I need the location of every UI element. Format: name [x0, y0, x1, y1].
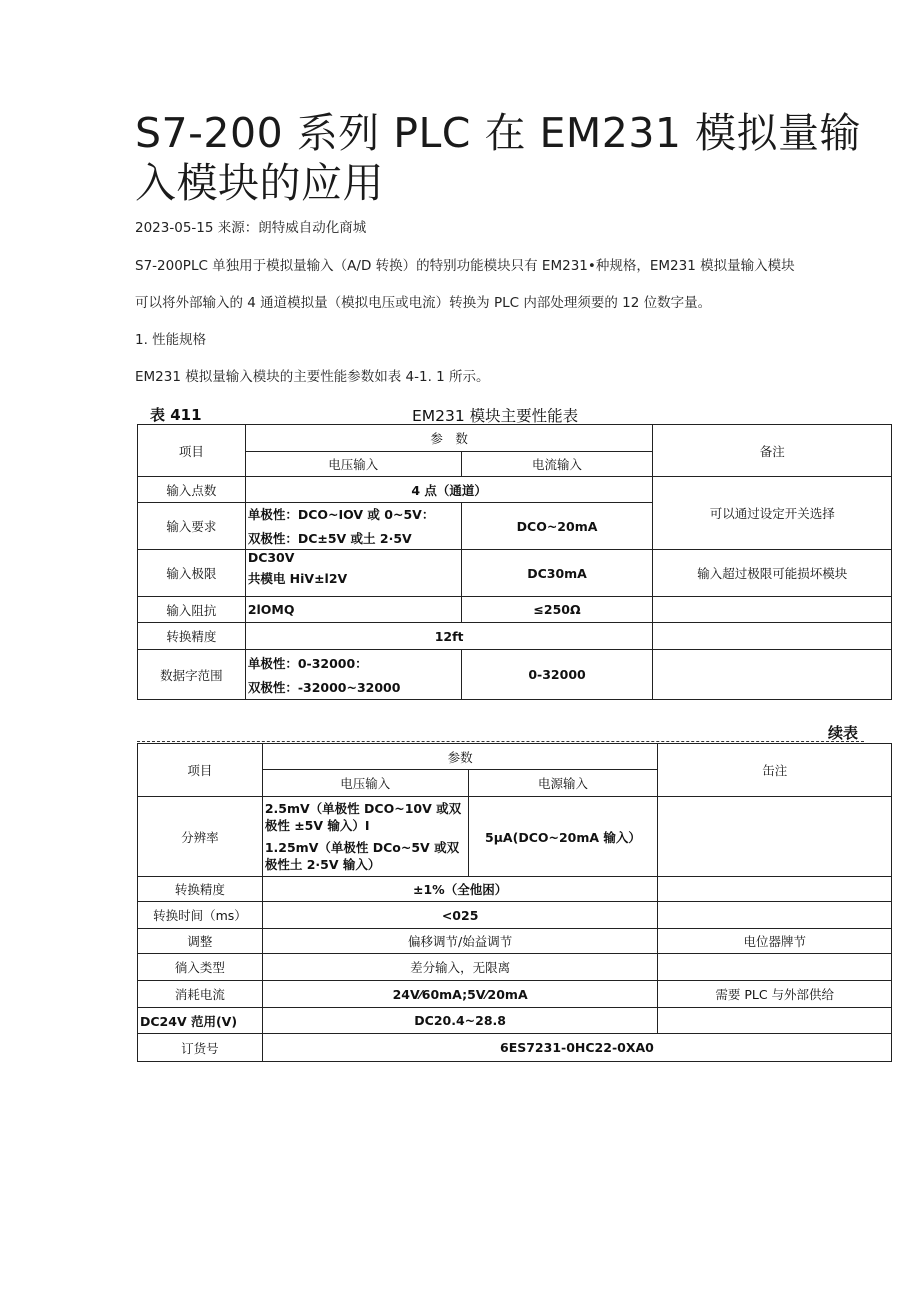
t2-row-current-consumption-value: 24V⁄60mA;5V⁄20mA: [262, 981, 658, 1008]
t2-header-voltage: 电压输入: [262, 770, 468, 797]
row-impedance-current: ≤250Ω: [461, 597, 653, 623]
continued-table: [137, 743, 892, 1062]
t2-row-conv-time-value: <025: [262, 902, 658, 929]
row-data-range-label: 数据字范围: [138, 650, 246, 700]
page-title: S7-200 系列 PLC 在 EM231 模拟量输入模块的应用: [135, 109, 862, 207]
row-impedance-label: 输入阻抗: [138, 597, 246, 623]
t2-row-conv-time-label: 转换时间（ms）: [138, 902, 263, 929]
row-data-range-current: 0-32000: [461, 650, 653, 700]
row-input-req-voltage: [245, 503, 461, 550]
table1-caption-number: 表 411: [150, 406, 202, 424]
t2-row-adjust-label: 调整: [138, 929, 263, 954]
row-data-range-voltage-line1: 单极性：0-32000：: [247, 655, 368, 671]
row-accuracy-label: 转换精度: [138, 623, 246, 650]
intro-paragraph-line-2: 可以将外部输入的 4 通道模拟量（模拟电压或电流）转换为 PLC 内部处理须要的 12 位数字量。: [135, 295, 712, 311]
t2-header-power: 电源输入: [468, 770, 658, 797]
row-input-limit-current: DC30mA: [461, 550, 653, 597]
t2-row-resolution-label: 分辨率: [138, 797, 263, 877]
t2-row-dc24v-value: DC20.4~28.8: [262, 1008, 658, 1034]
header-note: 备注: [653, 425, 892, 477]
t2-row-resolution-note: [658, 797, 892, 877]
intro-paragraph-line-1: S7-200PLC 单独用于模拟量输入（A/D 转换）的特别功能模块只有 EM231•种规格，EM231 模拟量输入模块: [135, 258, 795, 274]
section-heading: 1. 性能规格: [135, 332, 207, 348]
t2-row-accuracy-label: 转换精度: [138, 877, 263, 902]
t2-row-conv-time-note: [658, 902, 892, 929]
t2-row-input-type-note: [658, 954, 892, 981]
row-data-range-note: [653, 650, 892, 700]
row-input-points-label: 输入点数: [138, 477, 246, 503]
t2-row-resolution-voltage: [262, 797, 468, 877]
row-input-req-current: DCO~20mA: [461, 503, 653, 550]
row-input-points-value: 4 点（通道）: [245, 477, 653, 503]
row-input-limit-voltage-line2: 共模电 HiV±l2V: [247, 571, 348, 586]
row-input-req-voltage-line2: 双极性：DC±5V 或土 2·5V: [247, 531, 412, 546]
t2-row-current-consumption-label: 消耗电流: [138, 981, 263, 1008]
t2-row-resolution-current: 5μA(DCO~20mA 输入）: [468, 797, 658, 877]
row-input-req-voltage-line1: 单极性：DCO~IOV 或 0~5V：: [247, 507, 435, 522]
header-item: 项目: [138, 425, 246, 477]
row-input-limit-voltage-line1: DC30V: [247, 550, 295, 565]
t2-row-order-number-label: 订货号: [138, 1034, 263, 1062]
article-meta: 2023-05-15 来源：朗特威自动化商城: [135, 220, 367, 236]
row-input-points-note: 可以通过设定开关选择: [653, 477, 892, 550]
row-accuracy-note: [653, 623, 892, 650]
t2-row-order-number-value: 6ES7231-0HC22-0XA0: [262, 1034, 891, 1062]
t2-header-param: 参数: [262, 744, 658, 770]
t2-row-dc24v-label: DC24V 范用(V): [138, 1008, 263, 1034]
t2-header-item: 项目: [138, 744, 263, 797]
table2-top-rule: [137, 741, 864, 742]
row-impedance-voltage: 2lOMQ: [245, 597, 461, 623]
t2-header-note: 缶注: [658, 744, 892, 797]
row-input-limit-voltage: [245, 550, 461, 597]
table1-caption-title: EM231 模块主要性能表: [412, 407, 579, 425]
performance-table: [137, 424, 892, 700]
t2-row-resolution-voltage-line2: 1.25mV（单极性 DCo~5V 或双极性土 2·5V 输入）: [264, 840, 460, 872]
table2-caption: 续表: [828, 724, 859, 742]
row-data-range-voltage-line2: 双极性：-32000~32000: [247, 679, 401, 695]
t2-row-current-consumption-note: 需要 PLC 与外部供给: [658, 981, 892, 1008]
t2-row-adjust-note: 电位器牌节: [658, 929, 892, 954]
t2-row-input-type-value: 差分输入，无限离: [262, 954, 658, 981]
t2-row-input-type-label: 徜入类型: [138, 954, 263, 981]
row-input-limit-label: 输入极限: [138, 550, 246, 597]
row-data-range-voltage: [245, 650, 461, 700]
row-impedance-note: [653, 597, 892, 623]
t2-row-resolution-voltage-line1: 2.5mV（单极性 DCO~10V 或双极性 ±5V 输入）I: [264, 801, 462, 833]
t2-row-accuracy-value: ±1%（全他困）: [262, 877, 658, 902]
section-paragraph: EM231 模拟量输入模块的主要性能参数如表 4-1. 1 所示。: [135, 369, 490, 385]
header-current: 电流输入: [461, 452, 653, 477]
t2-row-adjust-value: 偏移调节/始益调节: [262, 929, 658, 954]
header-param: 参 数: [245, 425, 653, 452]
header-voltage: 电压输入: [245, 452, 461, 477]
row-input-limit-note: 输入超过极限可能损坏模块: [653, 550, 892, 597]
row-accuracy-value: 12ft: [245, 623, 653, 650]
row-input-req-label: 输入要求: [138, 503, 246, 550]
t2-row-accuracy-note: [658, 877, 892, 902]
t2-row-dc24v-note: [658, 1008, 892, 1034]
